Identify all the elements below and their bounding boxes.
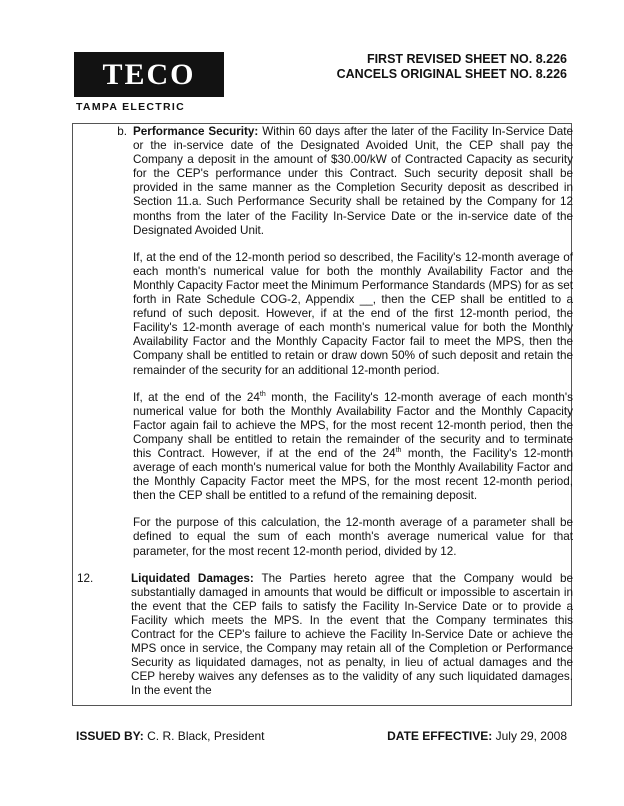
- superscript-th: th: [259, 390, 266, 398]
- date-effective: [387, 729, 567, 743]
- document-body: [77, 125, 573, 711]
- paragraph-3-part-b: month, the Facility's 12-month average of each month's numerical value for both the Monthly Availability Factor and the Monthly Capacity Factor again fail to achieve the MPS, for the most recent 12-month period, then the Company shall be entitled to retain the remainder of the security and to terminate this Contract. However, if at the end of the 24: [133, 390, 573, 460]
- section-b-text: [133, 125, 573, 238]
- sheet-line-2: CANCELS ORIGINAL SHEET NO. 8.226: [336, 67, 567, 81]
- teco-logo: [74, 52, 224, 97]
- logo-subtitle: TAMPA ELECTRIC: [76, 101, 185, 113]
- section-b-label: b.: [117, 125, 127, 138]
- paragraph-3-part-c: month, the Facility's 12-month average of each month's numerical value for both the Monthly Availability Factor and the Monthly Capacity Factor meet the MPS, for the most recent 12-month period, then the CEP shall be entitled to a refund of the remaining deposit.: [133, 446, 573, 503]
- section-12-text: [131, 572, 573, 699]
- paragraph-4: For the purpose of this calculation, the 12-month average of a parameter shall be defined to equal the sum of each month's average numerical value for that parameter, for the most recent 12-month period, divided by 12.: [133, 516, 573, 558]
- issued-by: [76, 729, 265, 743]
- section-12-number: 12.: [77, 571, 94, 585]
- issued-by-label: ISSUED BY:: [76, 729, 144, 743]
- paragraph-2: If, at the end of the 12-month period so described, the Facility's 12-month average of each month's numerical value for both the monthly Availability Factor and the Monthly Capacity Factor meet the Minimum Performance Standards (MPS) for as set forth in Rate Schedule COG-2, Appendix __, then the CEP shall be entitled to a refund of such deposit. However, if at the end of the first 12-month period, the Facility's 12-month average of each month's numerical value for both the Monthly Availability Factor and the Monthly Capacity Factor fail to meet the MPS, then the Company shall be entitled to retain or draw down 50% of such deposit and retain the remainder of the security for an additional 12-month period.: [133, 250, 573, 377]
- section-b-body: Within 60 days after the later of the Facility In-Service Date or the in-service date of the Designated Avoided Unit, the CEP shall pay the Company a deposit in the amount of $30.00/kW of Contracted Capacity as security for the CEP's performance under this Contract. Such security deposit shall be provided in the same manner as the Completion Security deposit as described in Section 11.a. Such Performance Security shall be retained by the Company for 12 months from the later of the Facility In-Service Date or the in-service date of the Designated Avoided Unit.: [133, 125, 574, 237]
- logo-text: TECO: [102, 57, 196, 91]
- issued-by-value: C. R. Black, President: [147, 729, 265, 743]
- paragraph-3-part-a: If, at the end of the 24: [133, 390, 260, 404]
- section-b: [77, 125, 573, 238]
- paragraph-3: [133, 391, 573, 504]
- section-12-body: The Parties hereto agree that the Company would be substantially damaged in amounts that would be difficult or impossible to ascertain in the event that the CEP fails to satisfy the Facility In-Service Date or to provide a Facility which meets the MPS. In the event that the Company terminates this Contract for the CEP's failure to achieve the Facility In-Service Date or achieve the MPS once in service, the Company may retain all of the Completion or Performance Security as liquidated damages, not as penalty, in lieu of actual damages and the CEP hereby waives any defenses as to the validity of any such liquidated damages. In the event the: [131, 571, 573, 698]
- sheet-number-block: [337, 52, 567, 82]
- section-12: [77, 572, 573, 699]
- section-12-heading: Liquidated Damages:: [131, 571, 254, 585]
- date-effective-value: July 29, 2008: [495, 729, 567, 743]
- superscript-th: th: [395, 447, 402, 455]
- section-b-heading: Performance Security:: [133, 125, 259, 138]
- sheet-line-1: FIRST REVISED SHEET NO. 8.226: [366, 52, 567, 66]
- date-effective-label: DATE EFFECTIVE:: [387, 729, 493, 743]
